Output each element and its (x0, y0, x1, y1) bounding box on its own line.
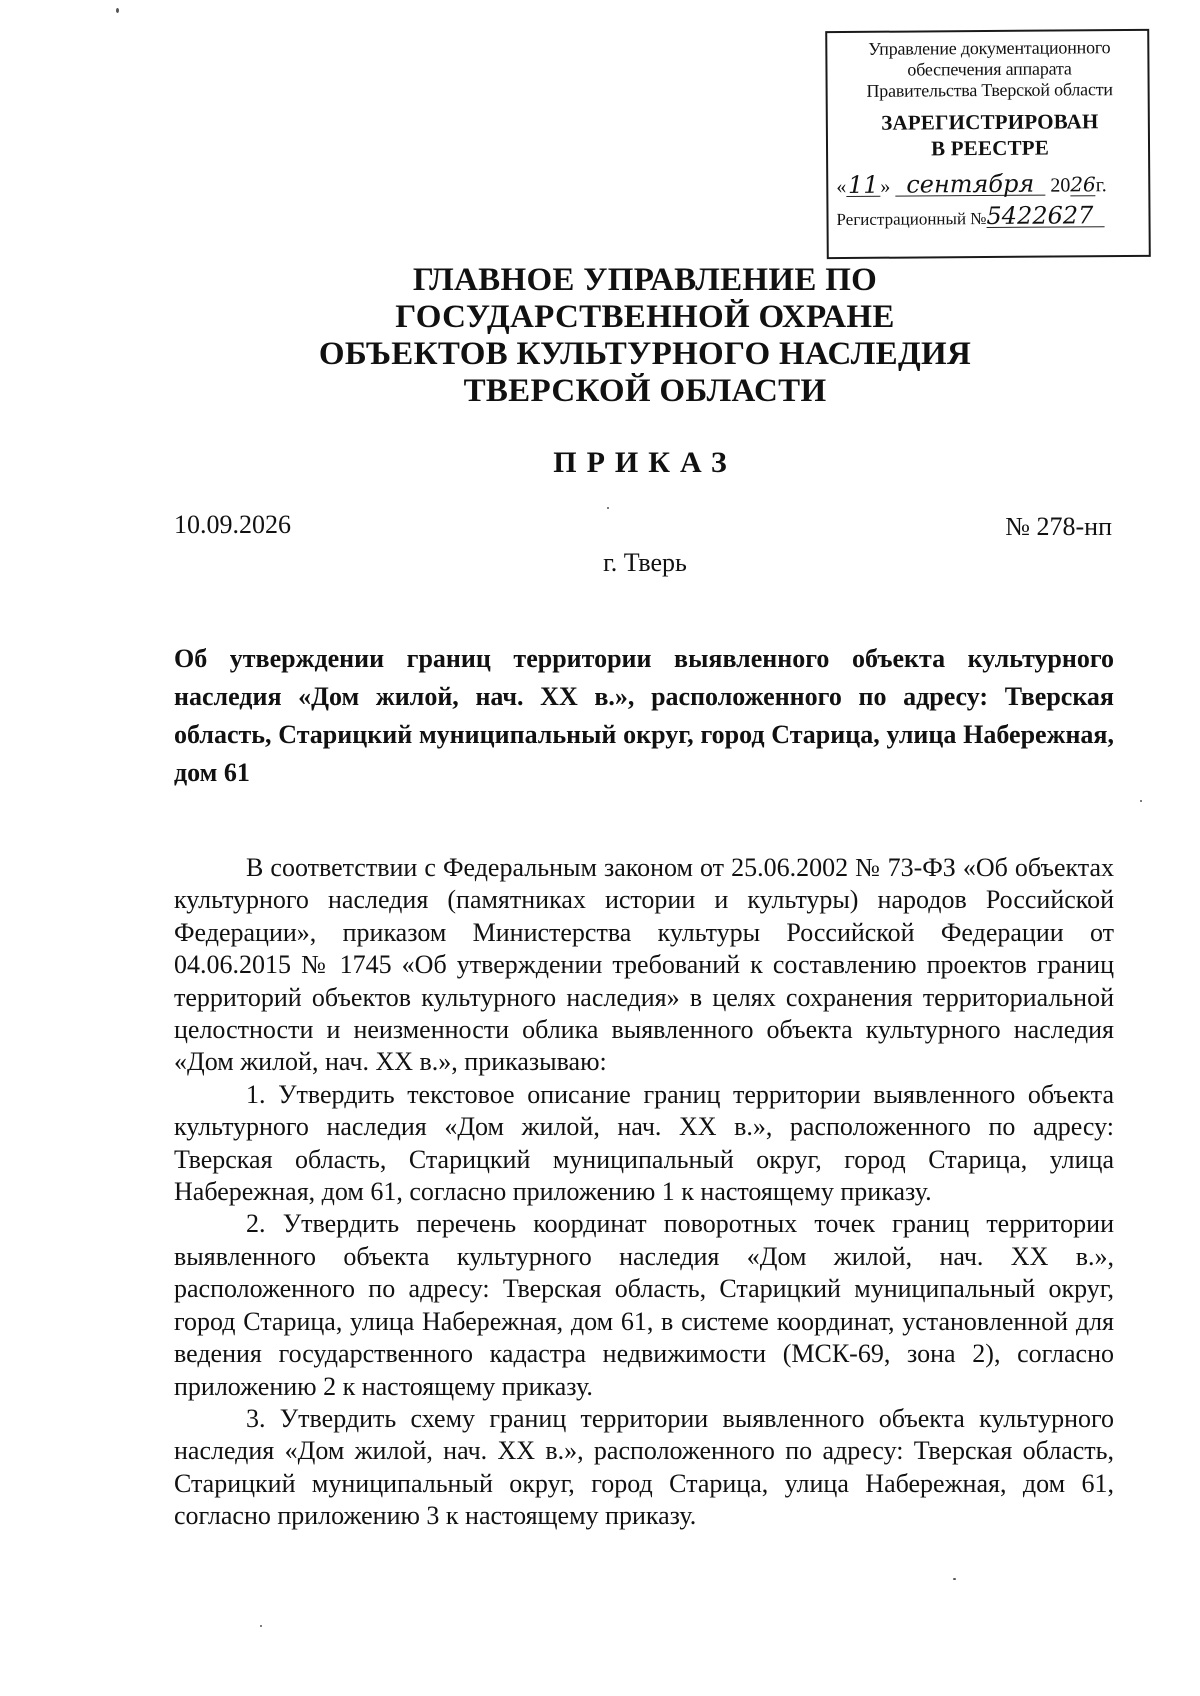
document-city: г. Тверь (603, 548, 687, 577)
agency-title (0, 262, 1200, 410)
stamp-regno-value: 5422627 (986, 204, 1104, 228)
document-date: 10.09.2026 (174, 510, 291, 539)
agency-title-line: ОБЪЕКТОВ КУЛЬТУРНОГО НАСЛЕДИЯ (318, 336, 972, 372)
registration-stamp (825, 29, 1151, 259)
body-preamble: В соответствии с Федеральным законом от 25.06.2002 № 73-ФЗ «Об объектах культурного наследия (памятниках истории и культуры) народов Российской Федерации», приказом Министерства культуры Российской Федерации от 04.06.2015 № 1745 «Об утверждении требований к составлению проектов границ территорий объектов культурного наследия» в целях сохранения территориальной целостности и неизменности облика выявленного объекта культурного наследия «Дом жилой, нач. XX в.», приказываю: (174, 853, 1114, 1077)
scan-speck (116, 8, 119, 13)
stamp-org-line: обеспечения аппарата (907, 58, 1072, 80)
body-item: 1. Утвердить текстовое описание границ территории выявленного объекта культурного наследия «Дом жилой, нач. XX в.», расположенного по адресу: Тверская область, Старицкий муниципальный округ, город Старица, улица Набережная, дом 61, согласно приложению 1 к настоящему приказу. (174, 1079, 1114, 1207)
scan-speck (1140, 800, 1142, 802)
stamp-date-month: сентября (895, 173, 1045, 197)
document-type: ПРИКАЗ (553, 446, 737, 479)
stamp-regno-label: Регистрационный № (836, 209, 987, 230)
scan-speck (607, 507, 609, 509)
stamp-date-quote: « (836, 175, 847, 199)
stamp-date (836, 169, 1144, 200)
body-item: 3. Утвердить схему границ территории выявленного объекта культурного наследия «Дом жилой, нач. XX в.», расположенного по адресу: Тверская область, Старицкий муниципальный округ, город Старица, улица Набережная, дом 61, согласно приложению 3 к настоящему приказу. (174, 1403, 1114, 1531)
stamp-regno (836, 201, 1144, 232)
stamp-title: В РЕЕСТРЕ (930, 135, 1050, 161)
stamp-date-year-unit: г. (1095, 174, 1107, 197)
agency-title-line: ТВЕРСКОЙ ОБЛАСТИ (463, 373, 827, 409)
agency-title-line: ГЛАВНОЕ УПРАВЛЕНИЕ ПО (412, 262, 878, 298)
stamp-date-day: 11 (847, 170, 879, 199)
stamp-date-year-prefix: 20 (1050, 174, 1071, 197)
body-item: 2. Утвердить перечень координат поворотных точек границ территории выявленного объекта культурного наследия «Дом жилой, нач. XX в.», расположенного по адресу: Тверская область, Старицкий муниципальный округ, город Старица, улица Набережная, дом 61, в системе координат, установленной для ведения государственного кадастра недвижимости (МСК-69, зона 2), согласно приложению 2 к настоящему приказу. (174, 1209, 1114, 1401)
stamp-date-quote: » (880, 175, 891, 198)
agency-title-line: ГОСУДАРСТВЕННОЙ ОХРАНЕ (395, 299, 895, 335)
stamp-org-line: Правительства Тверской области (866, 79, 1113, 101)
scan-speck (260, 1625, 262, 1627)
stamp-date-year: 26 (1070, 172, 1096, 197)
scan-speck (953, 1578, 956, 1580)
stamp-org-line: Управление документационного (868, 37, 1111, 59)
document-number: № 278-нп (1005, 512, 1112, 541)
document-body (174, 852, 1114, 1533)
document-subject: Об утверждении границ территории выявленного объекта культурного наследия «Дом жилой, нач. XX в.», расположенного по адресу: Тверская область, Старицкий муниципальный округ, город Старица, улица Набережная, дом 61 (174, 644, 1114, 787)
stamp-title: ЗАРЕГИСТРИРОВАН (881, 109, 1099, 135)
